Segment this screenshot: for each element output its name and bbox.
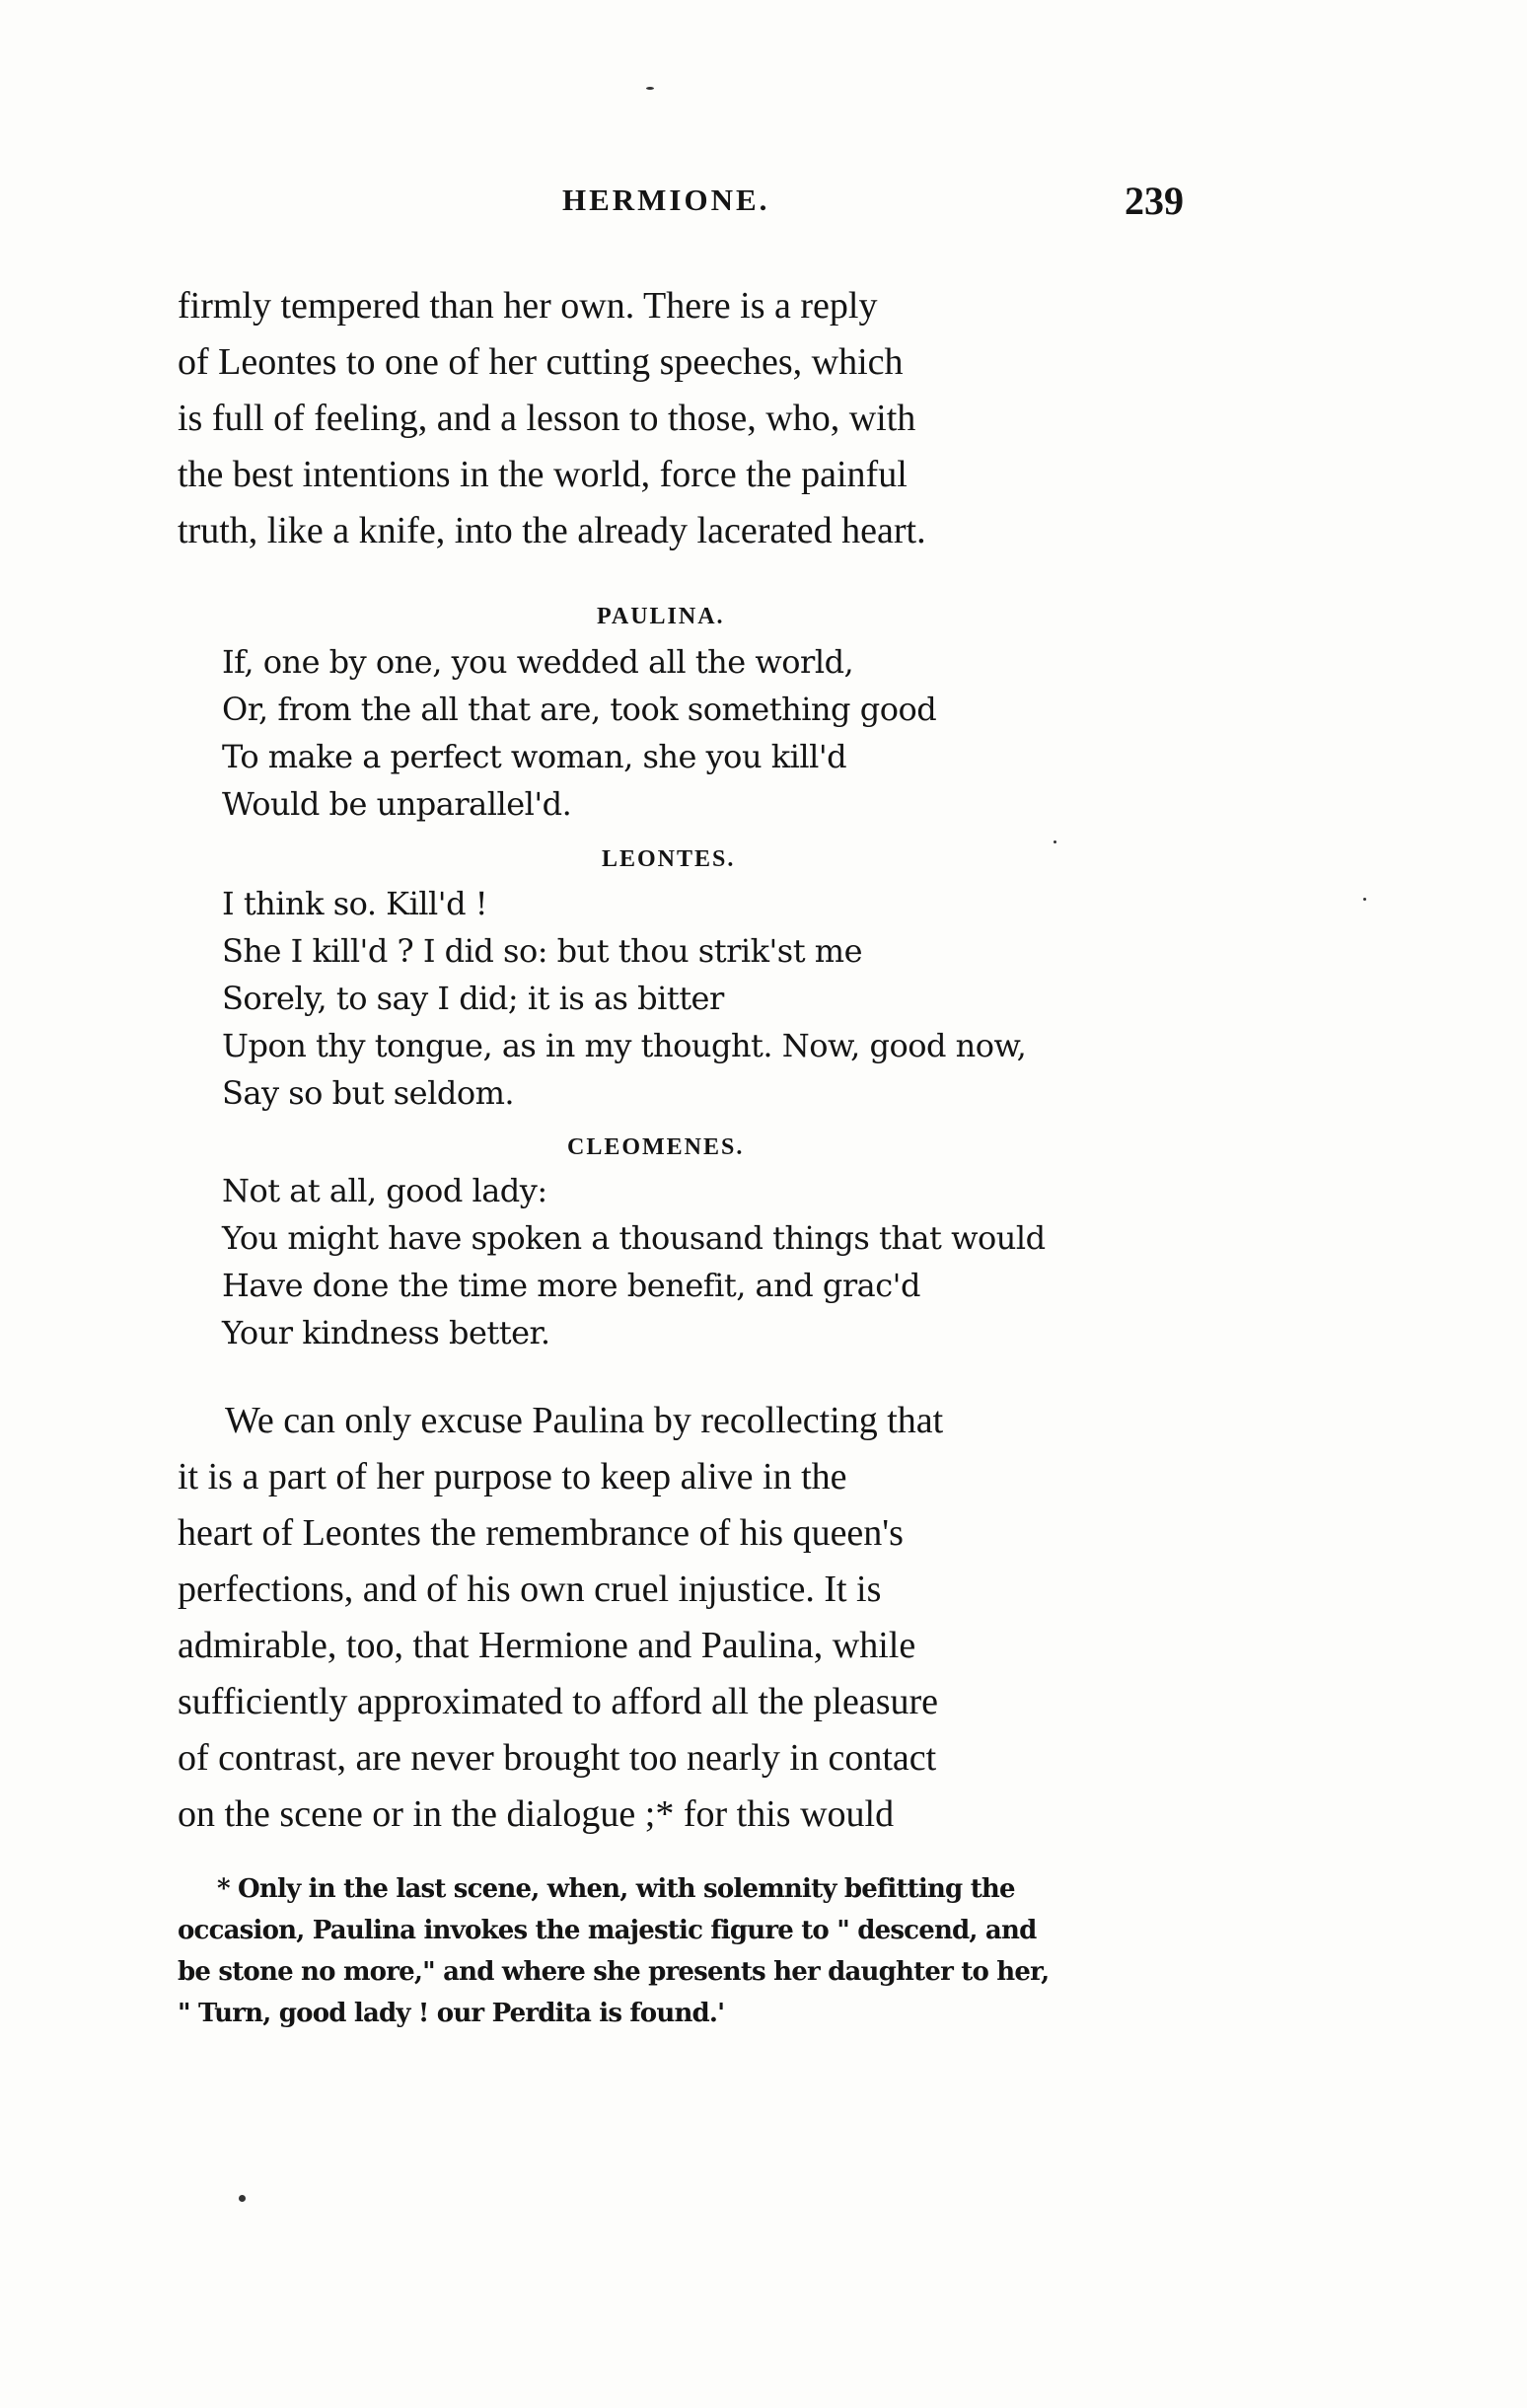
footnote-line: be stone no more," and where she presents her daughter to her, xyxy=(178,1957,1050,1987)
verse-line: Your kindness better. xyxy=(222,1314,550,1351)
paragraph-line: of Leontes to one of her cutting speeches, which xyxy=(178,341,904,383)
paragraph-line: sufficiently approximated to afford all the pleasure xyxy=(178,1681,939,1722)
running-header: HERMIONE. xyxy=(562,182,770,217)
scan-speck xyxy=(1363,898,1366,901)
scan-speck xyxy=(1054,840,1056,843)
verse-line: Would be unparallel'd. xyxy=(222,785,572,823)
paragraph-line: it is a part of her purpose to keep alive in the xyxy=(178,1456,847,1497)
scan-speck xyxy=(646,87,654,90)
paragraph-line: perfections, and of his own cruel injustice. It is xyxy=(178,1569,882,1610)
verse-line: Have done the time more benefit, and grac'd xyxy=(222,1267,920,1304)
paragraph-line: We can only excuse Paulina by recollecting that xyxy=(225,1400,944,1441)
scan-speck xyxy=(239,2195,246,2202)
paragraph-line: firmly tempered than her own. There is a reply xyxy=(178,285,878,327)
footnote-line: * Only in the last scene, when, with solemnity befitting the xyxy=(217,1874,1015,1904)
paragraph-line: truth, like a knife, into the already lacerated heart. xyxy=(178,510,926,551)
paragraph-line: on the scene or in the dialogue ;* for this would xyxy=(178,1793,895,1835)
footnote-line: occasion, Paulina invokes the majestic figure to " descend, and xyxy=(178,1916,1037,1945)
verse-line: Not at all, good lady: xyxy=(222,1172,547,1209)
paragraph-line: of contrast, are never brought too nearly in contact xyxy=(178,1737,937,1779)
verse-line: She I kill'd ? I did so: but thou strik'st me xyxy=(222,932,863,970)
paragraph-line: is full of feeling, and a lesson to those, who, with xyxy=(178,398,916,439)
verse-line: Upon thy tongue, as in my thought. Now, good now, xyxy=(222,1027,1027,1064)
speaker-name: LEONTES. xyxy=(602,846,736,872)
verse-line: Sorely, to say I did; it is as bitter xyxy=(222,980,724,1017)
paragraph-line: admirable, too, that Hermione and Paulina, while xyxy=(178,1625,916,1666)
verse-line: Say so but seldom. xyxy=(222,1074,515,1112)
paragraph-line: heart of Leontes the remembrance of his queen's xyxy=(178,1512,904,1554)
verse-line: To make a perfect woman, she you kill'd xyxy=(222,738,847,775)
paragraph-line: the best intentions in the world, force the painful xyxy=(178,454,908,495)
verse-line: Or, from the all that are, took something good xyxy=(222,691,937,728)
speaker-name: CLEOMENES. xyxy=(567,1134,745,1160)
verse-line: You might have spoken a thousand things that would xyxy=(222,1219,1046,1257)
speaker-name: PAULINA. xyxy=(597,604,725,629)
page-number: 239 xyxy=(1125,179,1184,223)
verse-line: I think so. Kill'd ! xyxy=(222,885,488,922)
footnote-line: " Turn, good lady ! our Perdita is found.' xyxy=(178,1999,725,2028)
verse-line: If, one by one, you wedded all the world, xyxy=(222,643,854,681)
